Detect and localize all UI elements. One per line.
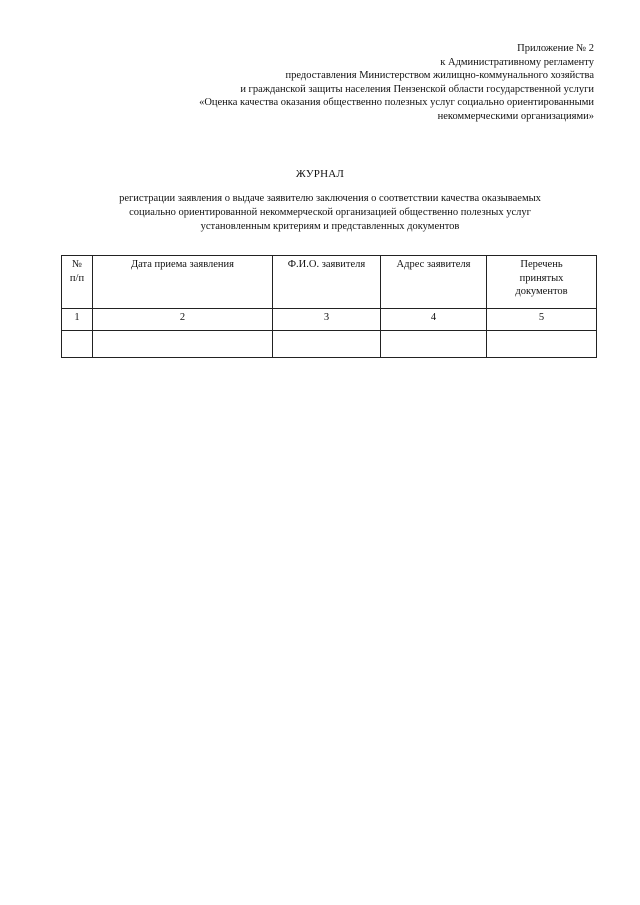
table-cell	[93, 331, 273, 358]
numbering-cell: 5	[487, 309, 597, 331]
numbering-cell: 2	[93, 309, 273, 331]
header-number-abbr: п/п	[69, 272, 85, 284]
header-cell-documents	[487, 256, 597, 309]
header-cell-name	[273, 256, 381, 309]
appendix-ministry-line: предоставления Министерством жилищно-коммунального хозяйства	[285, 70, 594, 82]
subtitle-line-3: установленным критериям и представленных документов	[200, 220, 460, 232]
header-name-label: Ф.И.О. заявителя	[287, 259, 366, 270]
table-header-row	[62, 256, 597, 309]
header-date-label: Дата приема заявления	[131, 259, 234, 270]
table-row	[62, 331, 597, 358]
table-cell	[273, 331, 381, 358]
table-cell	[487, 331, 597, 358]
numbering-cell: 3	[273, 309, 381, 331]
header-number-symbol: №	[71, 259, 83, 270]
subtitle-line-2: социально ориентированной некоммерческой организацией общественно полезных услуг	[129, 206, 531, 218]
header-cell-date	[93, 256, 273, 309]
header-cell-address	[381, 256, 487, 309]
table-cell	[62, 331, 93, 358]
appendix-service-line: «Оценка качества оказания общественно полезных услуг социально ориентированными	[199, 97, 594, 109]
appendix-number: Приложение № 2	[517, 43, 594, 54]
registration-journal-table	[61, 255, 597, 358]
document-subtitle	[60, 192, 600, 233]
header-documents-line-3: документов	[515, 286, 568, 298]
document-title: ЖУРНАЛ	[295, 168, 345, 180]
appendix-regulation-ref: к Административному регламенту	[440, 56, 594, 68]
numbering-cell: 4	[381, 309, 487, 331]
header-documents-line-1: Перечень	[520, 259, 563, 270]
numbering-cell: 1	[62, 309, 93, 331]
header-documents-line-2: принятых	[519, 272, 564, 284]
appendix-protection-line: и гражданской защиты населения Пензенской области государственной услуги	[240, 83, 594, 95]
table-cell	[381, 331, 487, 358]
header-cell-number	[62, 256, 93, 309]
table-numbering-row	[62, 309, 597, 331]
header-address-label: Адрес заявителя	[396, 259, 471, 270]
appendix-header	[34, 42, 594, 124]
subtitle-line-1: регистрации заявления о выдаче заявителю заключения о соответствии качества оказываемых	[119, 193, 541, 204]
appendix-service-line-end: некоммерческими организациями»	[437, 110, 594, 122]
